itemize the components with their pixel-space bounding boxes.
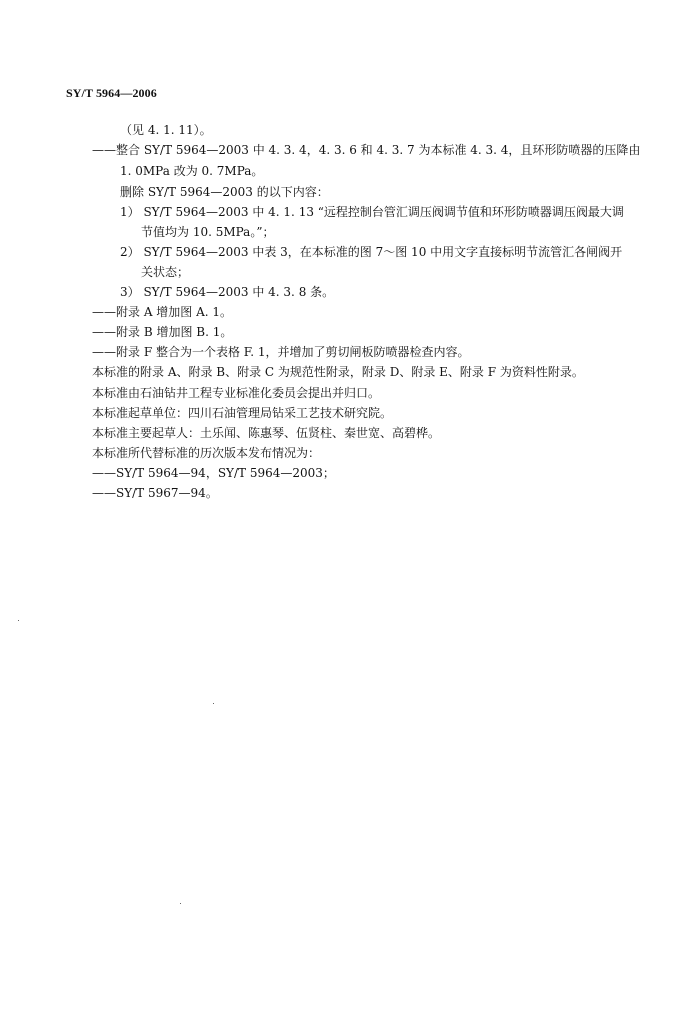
scan-speck	[18, 620, 19, 621]
text-line-drafting-unit: 本标准起草单位：四川石油管理局钻采工艺技术研究院。	[92, 406, 393, 420]
text-line-deletion-item-2: 2） SY/T 5964—2003 中表 3，在本标准的图 7～图 10 中用文字直接标明节流管汇各闸阀开	[120, 245, 623, 259]
text-line-appendix-types: 本标准的附录 A、附录 B、附录 C 为规范性附录，附录 D、附录 E、附录 F 为资料性附录。	[92, 365, 584, 379]
text-line-deletion-item-1-cont: 节值均为 10. 5MPa。”；	[141, 225, 275, 239]
text-line-see-clause: （见 4. 1. 11）。	[120, 123, 212, 137]
text-line-deletion-item-3: 3） SY/T 5964—2003 中 4. 3. 8 条。	[120, 285, 335, 299]
text-line-deletion-item-2-cont: 关状态；	[141, 265, 190, 279]
text-line-history-2: ——SY/T 5967—94。	[92, 486, 218, 500]
scan-speck	[180, 903, 181, 904]
text-line-appendix-f: ——附录 F 整合为一个表格 F. 1，并增加了剪切闸板防喷器检查内容。	[92, 345, 470, 359]
text-line-drafters: 本标准主要起草人：土乐闻、陈惠琴、伍贤柱、秦世宽、高碧桦。	[92, 426, 441, 440]
text-line-proposed-by: 本标准由石油钻井工程专业标准化委员会提出并归口。	[92, 386, 381, 400]
text-line-integrate-clauses: ——整合 SY/T 5964—2003 中 4. 3. 4，4. 3. 6 和 4. 3. 7 为本标准 4. 3. 4，且环形防喷器的压降由	[92, 143, 641, 157]
text-line-pressure-change: 1. 0MPa 改为 0. 7MPa。	[120, 164, 264, 178]
text-line-history-1: ——SY/T 5964—94，SY/T 5964—2003；	[92, 466, 335, 480]
text-line-appendix-b: ——附录 B 增加图 B. 1。	[92, 325, 233, 339]
text-line-deletion-heading: 删除 SY/T 5964—2003 的以下内容：	[120, 185, 329, 199]
text-line-history-heading: 本标准所代替标准的历次版本发布情况为：	[92, 446, 321, 460]
standard-code-header: SY/T 5964—2006	[66, 86, 157, 100]
scan-speck	[213, 703, 214, 704]
text-line-appendix-a: ——附录 A 增加图 A. 1。	[92, 305, 233, 319]
text-line-deletion-item-1: 1） SY/T 5964—2003 中 4. 1. 13 “远程控制台管汇调压阀调节值和环形防喷器调压阀最大调	[120, 205, 624, 219]
